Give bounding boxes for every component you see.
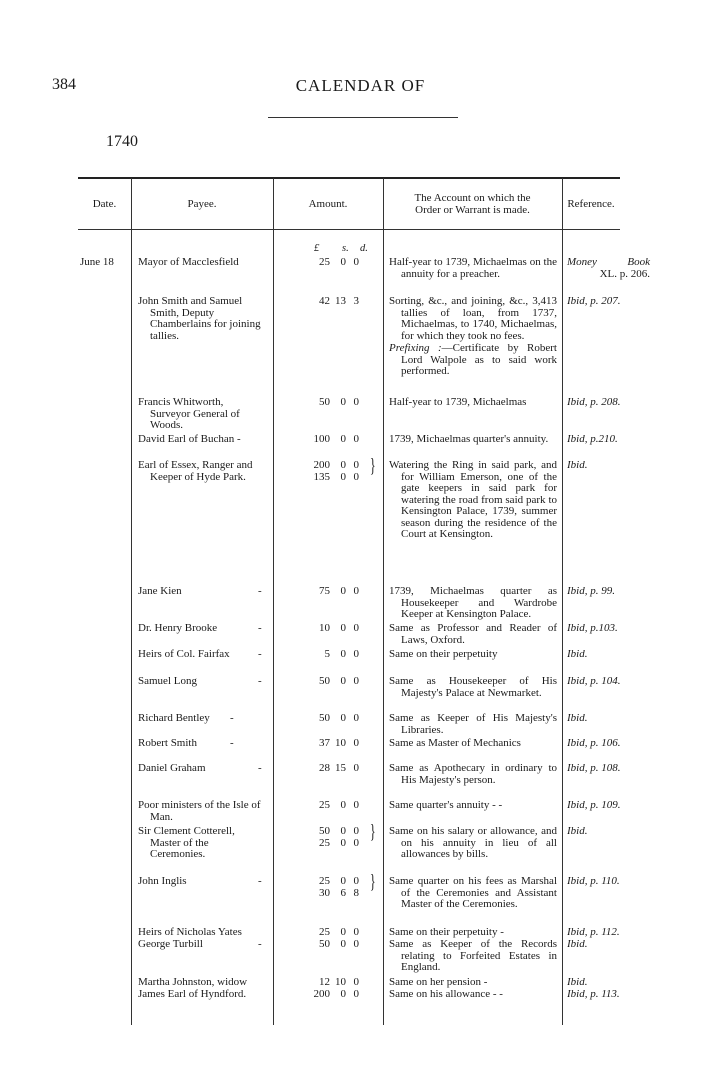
leader-dash: -: [258, 762, 262, 774]
row-amount: 50 0 0: [319, 938, 359, 950]
row-reference: Ibid.: [567, 938, 588, 950]
row-payee: Jane Kien: [138, 585, 182, 597]
header-amount: Amount.: [308, 198, 348, 210]
row-amount: 25 0 0 30 6 8: [319, 875, 359, 899]
row-amount: 25 0 0: [319, 799, 359, 811]
row-amount: 50 0 0: [319, 396, 359, 408]
row-amount: 12 10 0: [319, 976, 359, 988]
row-payee: James Earl of Hyndford.: [138, 988, 247, 1000]
row-account: Same on their perpetuity -: [389, 926, 504, 938]
row-payee: Heirs of Nicholas Yates: [138, 926, 242, 938]
row-account: Half-year to 1739, Michaelmas: [389, 396, 527, 408]
column-rule: [562, 178, 563, 1025]
leader-dash: -: [258, 675, 262, 687]
row-account: Same as Professor and Reader of Laws, Oxford.: [389, 622, 557, 646]
leader-dash: -: [258, 938, 262, 950]
row-account: Same as Apothecary in ordinary to His Majesty's person.: [389, 762, 557, 786]
row-amount: 50 0 0: [319, 712, 359, 724]
row-account: Same on their perpetuity: [389, 648, 498, 660]
table-top-rule: [78, 177, 620, 179]
row-reference: Ibid.: [567, 459, 588, 471]
year-heading: 1740: [106, 133, 138, 150]
header-reference: Reference.: [567, 198, 615, 210]
row-payee: Heirs of Col. Fairfax: [138, 648, 230, 660]
row-account: Same on her pension -: [389, 976, 488, 988]
currency-shillings: s.: [342, 243, 349, 254]
row-account: Half-year to 1739, Michaelmas on the annuity for a preacher.: [389, 256, 557, 280]
row-payee: John Smith and Samuel Smith, Deputy Chamberlains for joining tallies.: [138, 295, 261, 342]
running-title: CALENDAR OF: [295, 76, 426, 95]
row-reference: Ibid, p. 108.: [567, 762, 621, 774]
row-reference: Ibid.: [567, 712, 588, 724]
table-header-rule: [78, 229, 620, 230]
row-reference: Ibid, p.103.: [567, 622, 618, 634]
row-account: Watering the Ring in said park, and for William Emerson, one of the gate keepers in said park for watering the road from said park to Kensington Palace, 1739, summer season during the residence of the Court at Kensington.: [389, 459, 557, 540]
brace-icon: }: [369, 455, 376, 477]
currency-pence: d.: [360, 243, 368, 254]
header-account: [383, 180, 562, 228]
leader-dash: -: [258, 622, 262, 634]
brace-icon: }: [369, 821, 376, 843]
row-payee: Richard Bentley: [138, 712, 210, 724]
row-amount: 25 0 0: [319, 926, 359, 938]
row-amount: 200 0 0: [313, 988, 359, 1000]
row-payee: George Turbill: [138, 938, 203, 950]
row-payee: Daniel Graham: [138, 762, 206, 774]
row-amount: 37 10 0: [319, 737, 359, 749]
row-amount: 75 0 0: [319, 585, 359, 597]
header-date: Date.: [92, 198, 117, 210]
row-reference: Ibid.: [567, 825, 588, 837]
row-account: Sorting, &c., and joining, &c., 3,413 tallies of loan, from 1737, Michaelmas, to 1740, Michaelmas, for which they took no fees. Prefixing :—Certificate by Robert Lord Walpole as to said work performed.: [389, 295, 557, 377]
row-account: Same quarter on his fees as Marshal of the Ceremonies and Assistant Master of the Ceremonies.: [389, 875, 557, 910]
leader-dash: -: [258, 585, 262, 597]
row-payee: Samuel Long: [138, 675, 197, 687]
header-payee: Payee.: [187, 198, 217, 210]
row-reference: Ibid, p. 99.: [567, 585, 615, 597]
page-number: 384: [52, 76, 76, 93]
row-account: Same as Keeper of the Records relating to Forfeited Estates in England.: [389, 938, 557, 973]
row-payee: David Earl of Buchan -: [138, 433, 241, 445]
row-account: Same on his allowance - -: [389, 988, 503, 1000]
title-rule: [268, 117, 458, 118]
leader-dash: -: [230, 737, 234, 749]
row-payee: Martha Johnston, widow: [138, 976, 248, 988]
row-payee: Earl of Essex, Ranger and Keeper of Hyde Park.: [138, 459, 253, 483]
row-date: June 18: [80, 256, 114, 268]
column-rule: [131, 178, 132, 1025]
header-account-line1: The Account on which the: [414, 192, 531, 204]
leader-dash: -: [258, 875, 262, 887]
header-account-line2: Order or Warrant is made.: [415, 204, 530, 216]
brace-icon: }: [369, 871, 376, 893]
leader-dash: -: [258, 648, 262, 660]
row-payee: Poor ministers of the Isle of Man.: [138, 799, 261, 823]
row-reference: Ibid, p. 109.: [567, 799, 621, 811]
row-amount: 42 13 3: [319, 295, 359, 307]
row-amount: 50 0 0 25 0 0: [319, 825, 359, 849]
column-rule: [273, 178, 274, 1025]
row-reference: Ibid.: [567, 976, 588, 988]
row-account: 1739, Michaelmas quarter's annuity.: [389, 433, 549, 445]
row-reference: Ibid, p.210.: [567, 433, 618, 445]
row-amount: 5 0 0: [324, 648, 359, 660]
row-reference: Ibid, p. 207.: [567, 295, 621, 307]
row-account: 1739, Michaelmas quarter as Housekeeper and Wardrobe Keeper at Kensington Palace.: [389, 585, 557, 620]
row-amount: 10 0 0: [319, 622, 359, 634]
row-amount: 28 15 0: [319, 762, 359, 774]
row-reference: Ibid, p. 110.: [567, 875, 620, 887]
row-reference: Ibid.: [567, 648, 588, 660]
column-rule: [383, 178, 384, 1025]
row-payee: Robert Smith: [138, 737, 197, 749]
row-account: Same as Master of Mechanics: [389, 737, 521, 749]
row-payee: Francis Whitworth, Surveyor General of Woods.: [138, 396, 240, 431]
row-reference: Ibid, p. 104.: [567, 675, 621, 687]
leader-dash: -: [230, 712, 234, 724]
row-reference: Ibid, p. 112.: [567, 926, 620, 938]
prefix-label: Prefixing :: [389, 342, 442, 354]
row-account: Same as Keeper of His Majesty's Libraries.: [389, 712, 557, 736]
row-payee: Dr. Henry Brooke: [138, 622, 218, 634]
row-amount: 100 0 0: [313, 433, 359, 445]
row-amount: 200 0 0 135 0 0: [313, 459, 359, 483]
row-reference: Ibid, p. 106.: [567, 737, 621, 749]
row-reference: Ibid, p. 208.: [567, 396, 621, 408]
row-account: Same on his salary or allowance, and on his annuity in lieu of all allowances by bills.: [389, 825, 557, 860]
row-account: Same as Housekeeper of His Majesty's Palace at Newmarket.: [389, 675, 557, 699]
row-reference: Ibid, p. 113.: [567, 988, 620, 1000]
row-payee: John Inglis: [138, 875, 187, 887]
currency-pounds: £: [314, 243, 320, 254]
row-account: Same quarter's annuity - -: [389, 799, 503, 811]
row-payee: Sir Clement Cotterell, Master of the Ceremonies.: [138, 825, 235, 860]
row-amount: 50 0 0: [319, 675, 359, 687]
row-reference: Money Book XL. p. 206.: [567, 256, 650, 280]
row-payee: Mayor of Macclesfield: [138, 256, 239, 268]
row-amount: 25 0 0: [319, 256, 359, 268]
